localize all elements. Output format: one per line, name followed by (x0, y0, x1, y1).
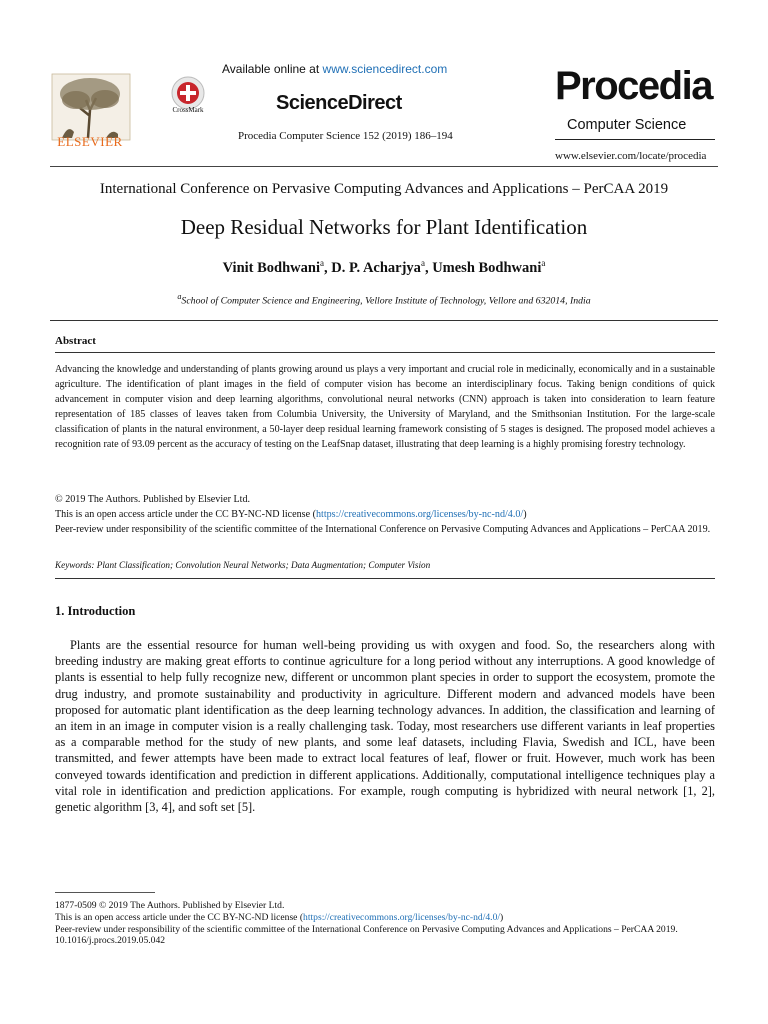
divider (50, 166, 718, 167)
author-name: Vinit Bodhwani (222, 259, 320, 276)
procedia-subtitle: Computer Science (567, 117, 687, 133)
author-affiliation-mark: a (541, 258, 546, 268)
peer-review-line: Peer-review under responsibility of the scientific committee of the International Conference on Pervasive Computing Advances and Applications – PerCAA 2019. (55, 524, 711, 536)
available-online-line: Available online at www.sciencedirect.com (222, 62, 448, 76)
issn-line: 1877-0509 © 2019 The Authors. Published by Elsevier Ltd. (55, 900, 285, 911)
section-heading-introduction: 1. Introduction (55, 604, 136, 618)
procedia-logo: Procedia (555, 64, 712, 108)
keywords-list: Plant Classification; Convolution Neural Networks; Data Augmentation; Computer Vision (94, 560, 431, 570)
journal-url-link[interactable]: www.elsevier.com/locate/procedia (555, 150, 707, 162)
divider (50, 320, 718, 321)
author-name: D. P. Acharjya (331, 259, 421, 276)
author-affiliation-mark: a (320, 258, 324, 268)
keywords (55, 560, 715, 570)
footer-peer-review: Peer-review under responsibility of the scientific committee of the International Conference on Pervasive Computing Advances and Applications – PerCAA 2019. (55, 923, 678, 935)
footer-license-line: This is an open access article under the CC BY-NC-ND license (https://creativecommons.org/licenses/by-nc-nd/4.0/) (55, 911, 504, 923)
sciencedirect-link[interactable]: www.sciencedirect.com (322, 62, 448, 76)
author-name: Umesh Bodhwani (432, 259, 542, 276)
journal-citation: Procedia Computer Science 152 (2019) 186–194 (238, 130, 453, 142)
divider (555, 139, 715, 140)
copyright-block (55, 492, 715, 537)
abstract-text: Advancing the knowledge and understanding of plants growing around us plays a very important and crucial role in medicinally, economically and in a sustainable agriculture. The identification of plant images in the field of computer vision has become an interdisciplinary focus. Taking benign conditions of quick advancement in computer vision and deep learning algorithms, convolutional neural networks (CNN) approach is taken into consideration to learn feature representation of 185 classes of leaves taken from Columbia University, the University of Maryland, and the Smithsonian Institution. For the large-scale classification of plants in the natural environment, a 50-layer deep residual learning framework consisting of 5 stages is designed. The proposed model achieves a recognition rate of 93.09 percent as the accuracy of testing on the LeafSnap dataset, illustrating that deep learning is a highly promising forestry technology. (55, 364, 715, 451)
elsevier-wordmark: ELSEVIER (57, 134, 123, 149)
paper-title: Deep Residual Networks for Plant Identification (180, 215, 588, 239)
copyright-line: © 2019 The Authors. Published by Elsevier Ltd. (55, 494, 251, 505)
footer-block (55, 900, 715, 947)
author-affiliation-mark: a (420, 258, 425, 268)
conference-name: International Conference on Pervasive Computing Advances and Applications – PerCAA 2019 (99, 181, 669, 197)
footer-license-link[interactable]: https://creativecommons.org/licenses/by-nc-nd/4.0/ (303, 911, 501, 923)
introduction-text: Plants are the essential resource for human well-being providing us with oxygen and food. So, the researchers along with breeding industry are making great efforts to continue agriculture for a long period without any interruptions. A good knowledge of plants is essential to help fully recognize new, different or uncommon plant species in order to support the ecosystem, promote the drug industry, and promote sustainability and productivity in agriculture. Different modern and advanced models have been proposed for automatic plant identification as the deep learning technology advances. In addition, the classification and learning of an item in an image in computer vision is a really challenging task. Today, most researchers use different variants in leaf properties as a comparable method for the study of new plants, and some leaf datasets, including Flavia, Swedish and ICL, have been transmitted, and fewer attempts have been made to extract local features of leaf, flower or fruit. However, much work has been conveyed towards identification and prediction in different applications. Additionally, computational intelligence techniques play a vital role in identification and prediction applications. For example, rough computing is hybridized with neural network [1, 2], genetic algorithm [3, 4], and soft set [5]. (55, 638, 715, 815)
license-line: This is an open access article under the CC BY-NC-ND license (https://creativecommons.org/licenses/by-nc-nd/4.0/) (55, 509, 527, 521)
footnote-divider (55, 892, 155, 893)
author-separator: , (424, 259, 433, 276)
crossmark-label: CrossMark (172, 106, 204, 114)
divider (55, 352, 715, 353)
sciencedirect-logo: ScienceDirect (276, 92, 402, 114)
author-list (0, 258, 768, 277)
doi[interactable]: 10.1016/j.procs.2019.05.042 (55, 935, 166, 947)
divider (55, 578, 715, 579)
affiliation: $^a$School of Computer Science and Engineering, Vellore Institute of Technology, Vellore and 632014, India (177, 292, 591, 307)
keywords-label: Keywords: (55, 560, 95, 570)
author-separator: , (324, 259, 332, 276)
license-link[interactable]: https://creativecommons.org/licenses/by-nc-nd/4.0/ (315, 509, 524, 521)
abstract-heading: Abstract (55, 335, 96, 347)
